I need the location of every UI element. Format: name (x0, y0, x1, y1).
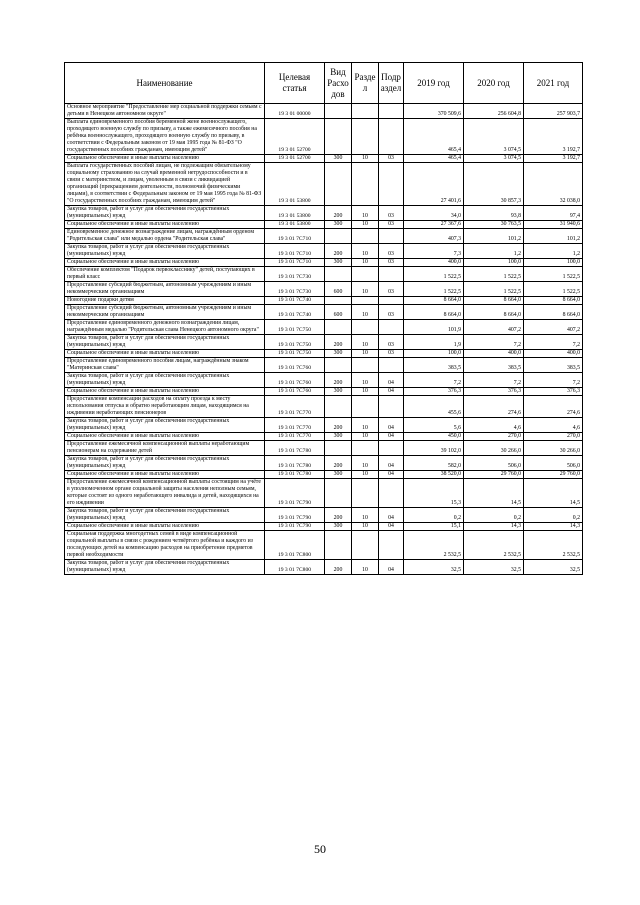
cell-expense-type: 600 (325, 282, 352, 297)
cell-name: Предоставление единовременного пособия лицам, награждённым знаком "Материнская слава" (65, 358, 265, 373)
cell-2021: 32 038,0 (524, 163, 583, 206)
cell-2021: 101,2 (524, 229, 583, 244)
cell-subsection: 04 (379, 560, 404, 575)
cell-2019: 370 509,6 (404, 104, 464, 119)
cell-expense-type (325, 267, 352, 282)
cell-target-article: 19 3 01 7С710 (265, 259, 325, 267)
cell-2021: 1,2 (524, 244, 583, 259)
cell-2020: 270,0 (464, 433, 524, 441)
cell-2019: 27 367,6 (404, 221, 464, 229)
cell-section: 10 (352, 206, 379, 221)
cell-2020: 30 763,5 (464, 221, 524, 229)
cell-2020: 1 522,5 (464, 282, 524, 297)
cell-section: 10 (352, 155, 379, 163)
cell-expense-type: 200 (325, 508, 352, 523)
table-row (65, 471, 583, 479)
cell-name: Закупка товаров, работ и услуг для обеспечения государственных (муниципальных) нужд (65, 244, 265, 259)
cell-2021: 257 903,7 (524, 104, 583, 119)
cell-2020: 32,5 (464, 560, 524, 575)
cell-2019: 465,4 (404, 119, 464, 155)
table-row (65, 221, 583, 229)
cell-target-article: 19 3 01 7С760 (265, 373, 325, 388)
cell-target-article: 19 3 01 53800 (265, 163, 325, 206)
cell-target-article: 19 3 01 7С710 (265, 229, 325, 244)
cell-target-article: 19 3 01 7С770 (265, 433, 325, 441)
cell-2020: 376,3 (464, 388, 524, 396)
cell-2020: 30 266,0 (464, 441, 524, 456)
cell-name: Социальное обеспечение и иные выплаты населению (65, 433, 265, 441)
cell-2020: 14,3 (464, 523, 524, 531)
cell-2021: 274,6 (524, 396, 583, 418)
cell-2021: 506,0 (524, 456, 583, 471)
cell-subsection: 03 (379, 221, 404, 229)
table-row (65, 508, 583, 523)
cell-expense-type (325, 163, 352, 206)
cell-expense-type (325, 441, 352, 456)
cell-name: Социальное обеспечение и иные выплаты населению (65, 155, 265, 163)
header-target-article: Целевая статья (265, 63, 325, 104)
cell-2021: 29 760,0 (524, 471, 583, 479)
cell-target-article: 19 3 01 7С760 (265, 358, 325, 373)
cell-target-article: 19 3 01 7С740 (265, 297, 325, 305)
cell-2021: 1 522,5 (524, 267, 583, 282)
cell-2021: 31 940,6 (524, 221, 583, 229)
table-row (65, 523, 583, 531)
cell-subsection: 04 (379, 373, 404, 388)
cell-section: 10 (352, 259, 379, 267)
cell-2019: 15,3 (404, 479, 464, 508)
page-number: 50 (314, 842, 326, 856)
cell-2019: 1 522,5 (404, 267, 464, 282)
cell-2019: 5,6 (404, 418, 464, 433)
cell-2021: 4,6 (524, 418, 583, 433)
cell-name: Предоставление субсидий бюджетным, автономным учреждениям и иным некоммерческим организациям (65, 305, 265, 320)
cell-target-article: 19 3 01 00000 (265, 104, 325, 119)
cell-target-article: 19 3 01 7С770 (265, 418, 325, 433)
cell-2020: 7,2 (464, 373, 524, 388)
cell-2021: 14,3 (524, 523, 583, 531)
cell-2020: 14,5 (464, 479, 524, 508)
cell-section: 10 (352, 471, 379, 479)
cell-name: Новогодние подарки детям (65, 297, 265, 305)
cell-section (352, 297, 379, 305)
cell-2020: 93,8 (464, 206, 524, 221)
table-row (65, 104, 583, 119)
cell-name: Закупка товаров, работ и услуг для обеспечения государственных (муниципальных) нужд (65, 508, 265, 523)
cell-2020: 30 857,3 (464, 163, 524, 206)
cell-subsection: 04 (379, 456, 404, 471)
cell-section: 10 (352, 335, 379, 350)
cell-expense-type (325, 479, 352, 508)
cell-2021: 8 664,0 (524, 305, 583, 320)
table-row (65, 479, 583, 508)
cell-name: Закупка товаров, работ и услуг для обеспечения государственных (муниципальных) нужд (65, 206, 265, 221)
cell-target-article: 19 3 01 7С740 (265, 305, 325, 320)
table-row (65, 155, 583, 163)
cell-2021: 2 532,5 (524, 531, 583, 560)
table-row (65, 350, 583, 358)
cell-name: Закупка товаров, работ и услуг для обеспечения государственных (муниципальных) нужд (65, 335, 265, 350)
cell-subsection (379, 119, 404, 155)
cell-2020: 8 664,0 (464, 297, 524, 305)
cell-2019: 38 520,0 (404, 471, 464, 479)
cell-section (352, 267, 379, 282)
cell-section (352, 358, 379, 373)
table-row (65, 373, 583, 388)
cell-target-article: 19 3 01 53800 (265, 206, 325, 221)
cell-expense-type: 300 (325, 350, 352, 358)
cell-name: Предоставление субсидий бюджетным, автономным учреждениям и иным некоммерческим организациям (65, 282, 265, 297)
header-subsection: Подр аздел (379, 63, 404, 104)
cell-2019: 8 664,0 (404, 305, 464, 320)
cell-2019: 450,0 (404, 433, 464, 441)
cell-2020: 3 074,5 (464, 155, 524, 163)
cell-expense-type: 600 (325, 305, 352, 320)
cell-2021: 3 192,7 (524, 155, 583, 163)
table-row (65, 163, 583, 206)
cell-target-article: 19 3 01 7С760 (265, 388, 325, 396)
cell-subsection: 03 (379, 244, 404, 259)
cell-section (352, 441, 379, 456)
cell-expense-type: 200 (325, 244, 352, 259)
cell-subsection (379, 396, 404, 418)
cell-subsection (379, 229, 404, 244)
cell-2021: 8 664,0 (524, 297, 583, 305)
cell-expense-type: 300 (325, 388, 352, 396)
cell-subsection: 03 (379, 350, 404, 358)
table-row (65, 441, 583, 456)
cell-2019: 1 522,5 (404, 282, 464, 297)
cell-name: Социальное обеспечение и иные выплаты населению (65, 350, 265, 358)
cell-name: Основное мероприятие "Предоставление мер социальной поддержки семьям с детьми в Ненецком автономном округе" (65, 104, 265, 119)
cell-target-article: 19 3 01 7С750 (265, 320, 325, 335)
cell-2019: 0,2 (404, 508, 464, 523)
cell-2021: 407,2 (524, 320, 583, 335)
cell-name: Социальное обеспечение и иные выплаты населению (65, 471, 265, 479)
cell-subsection: 03 (379, 259, 404, 267)
cell-2021: 30 266,0 (524, 441, 583, 456)
cell-expense-type (325, 104, 352, 119)
cell-2019: 27 401,6 (404, 163, 464, 206)
cell-expense-type (325, 229, 352, 244)
table-row (65, 456, 583, 471)
table-row (65, 267, 583, 282)
cell-target-article: 19 3 01 52700 (265, 119, 325, 155)
cell-2019: 32,5 (404, 560, 464, 575)
cell-expense-type (325, 396, 352, 418)
cell-expense-type: 300 (325, 155, 352, 163)
cell-2019: 8 664,0 (404, 297, 464, 305)
cell-target-article: 19 3 01 7С780 (265, 471, 325, 479)
table-row (65, 388, 583, 396)
cell-target-article: 19 3 01 7С790 (265, 523, 325, 531)
cell-subsection (379, 479, 404, 508)
table-row (65, 206, 583, 221)
cell-target-article: 19 3 01 53800 (265, 221, 325, 229)
cell-target-article: 19 3 01 7С790 (265, 508, 325, 523)
cell-name: Социальное обеспечение и иные выплаты населению (65, 259, 265, 267)
cell-section (352, 163, 379, 206)
cell-2020: 29 760,0 (464, 471, 524, 479)
cell-subsection: 04 (379, 471, 404, 479)
cell-expense-type: 200 (325, 560, 352, 575)
cell-name: Закупка товаров, работ и услуг для обеспечения государственных (муниципальных) нужд (65, 373, 265, 388)
cell-2019: 2 532,5 (404, 531, 464, 560)
cell-target-article: 19 3 01 7С780 (265, 441, 325, 456)
cell-subsection: 04 (379, 418, 404, 433)
cell-section (352, 479, 379, 508)
cell-section: 10 (352, 388, 379, 396)
table-row (65, 320, 583, 335)
cell-2021: 97,4 (524, 206, 583, 221)
cell-name: Закупка товаров, работ и услуг для обеспечения государственных (муниципальных) нужд (65, 456, 265, 471)
table-header-row (65, 63, 583, 104)
cell-expense-type: 200 (325, 373, 352, 388)
cell-section (352, 104, 379, 119)
cell-subsection: 04 (379, 433, 404, 441)
cell-name: Выплата государственных пособий лицам, не подлежащим обязательному социальному страхованию на случай временной нетрудоспособности и в связи с материнством, и лицам, уволенным в связи с ликвидацией организаций (прекращением деятельности, полномочий физическими лицами), в соответствии с Федеральным законом от 19 мая 1995 года № 81-ФЗ "О государственных пособиях гражданам, имеющим детей" (65, 163, 265, 206)
cell-section: 10 (352, 523, 379, 531)
cell-subsection: 03 (379, 206, 404, 221)
cell-section: 10 (352, 418, 379, 433)
cell-section (352, 229, 379, 244)
cell-expense-type: 200 (325, 206, 352, 221)
budget-table (64, 62, 583, 575)
budget-table-container (64, 62, 582, 575)
table-row (65, 259, 583, 267)
cell-section (352, 396, 379, 418)
cell-name: Социальное обеспечение и иные выплаты населению (65, 388, 265, 396)
cell-2020: 383,5 (464, 358, 524, 373)
table-row (65, 229, 583, 244)
cell-2021: 14,5 (524, 479, 583, 508)
cell-2020: 1,2 (464, 244, 524, 259)
cell-target-article: 19 3 01 7С730 (265, 282, 325, 297)
cell-2019: 100,0 (404, 350, 464, 358)
cell-section: 10 (352, 456, 379, 471)
cell-expense-type: 200 (325, 456, 352, 471)
table-row (65, 297, 583, 305)
table-row (65, 282, 583, 297)
cell-section (352, 119, 379, 155)
cell-name: Выплата единовременного пособия беременной жене военнослужащего, проходящего военную службу по призыву, а также ежемесячного пособия на ребёнка военнослужащего, проходящего военную службу по призыву, в соответствии с Федеральным законом от 19 мая 1995 года № 81-ФЗ "О государственных пособиях гражданам, имеющим детей" (65, 119, 265, 155)
cell-2021: 7,2 (524, 335, 583, 350)
cell-expense-type (325, 119, 352, 155)
cell-name: Обеспечение комплектом "Подарок первокласснику" детей, поступающих в первый класс (65, 267, 265, 282)
cell-2020: 4,6 (464, 418, 524, 433)
cell-section: 10 (352, 508, 379, 523)
cell-2021: 400,0 (524, 350, 583, 358)
cell-2020: 400,0 (464, 350, 524, 358)
cell-section: 10 (352, 305, 379, 320)
cell-expense-type (325, 297, 352, 305)
cell-subsection (379, 441, 404, 456)
cell-2021: 3 192,7 (524, 119, 583, 155)
cell-subsection (379, 267, 404, 282)
cell-name: Социальное обеспечение и иные выплаты населению (65, 221, 265, 229)
cell-2019: 15,1 (404, 523, 464, 531)
cell-name: Предоставление ежемесячной компенсационной выплаты состоящим на учёте в уполномоченном органе социальной защиты населения неполным семьям, которые состоят из одного неработающего инвалида и детей, находящихся на его иждивении (65, 479, 265, 508)
table-row (65, 418, 583, 433)
cell-2019: 7,3 (404, 244, 464, 259)
cell-target-article: 19 3 01 7С770 (265, 396, 325, 418)
cell-subsection: 03 (379, 282, 404, 297)
cell-target-article: 19 3 01 7С750 (265, 350, 325, 358)
cell-expense-type: 300 (325, 433, 352, 441)
cell-2019: 582,0 (404, 456, 464, 471)
cell-2019: 407,3 (404, 229, 464, 244)
cell-2020: 100,0 (464, 259, 524, 267)
cell-2021: 270,0 (524, 433, 583, 441)
cell-name: Предоставление единовременного денежного вознаграждения лицам, награждённым медалью "Родительская слава Ненецкого автономного округа" (65, 320, 265, 335)
cell-section: 10 (352, 560, 379, 575)
table-body (65, 104, 583, 575)
header-name: Наименование (65, 63, 265, 104)
table-row (65, 358, 583, 373)
cell-target-article: 19 3 01 7С790 (265, 479, 325, 508)
cell-name: Социальное обеспечение и иные выплаты населению (65, 523, 265, 531)
cell-2019: 455,6 (404, 396, 464, 418)
cell-2019: 400,0 (404, 259, 464, 267)
cell-2019: 1,9 (404, 335, 464, 350)
table-row (65, 244, 583, 259)
header-expense-type: Вид Расхо дов (325, 63, 352, 104)
header-year-2020: 2020 год (464, 63, 524, 104)
table-row (65, 119, 583, 155)
cell-section (352, 320, 379, 335)
cell-name: Предоставление компенсации расходов на оплату проезда к месту использования отпуска и обратно неработающим лицам, находящимся на иждивении неработающих пенсионеров (65, 396, 265, 418)
table-row (65, 560, 583, 575)
cell-section: 10 (352, 373, 379, 388)
header-year-2019: 2019 год (404, 63, 464, 104)
cell-2020: 2 532,5 (464, 531, 524, 560)
cell-subsection: 03 (379, 305, 404, 320)
cell-section: 10 (352, 433, 379, 441)
cell-2020: 506,0 (464, 456, 524, 471)
cell-2019: 383,5 (404, 358, 464, 373)
table-row (65, 305, 583, 320)
table-row (65, 396, 583, 418)
cell-expense-type: 300 (325, 523, 352, 531)
cell-expense-type (325, 320, 352, 335)
header-year-2021: 2021 год (524, 63, 583, 104)
table-row (65, 531, 583, 560)
cell-subsection (379, 104, 404, 119)
cell-2019: 39 102,0 (404, 441, 464, 456)
cell-subsection: 03 (379, 155, 404, 163)
cell-2020: 407,2 (464, 320, 524, 335)
cell-target-article: 19 3 01 7С780 (265, 456, 325, 471)
table-row (65, 433, 583, 441)
cell-name: Предоставление ежемесячной компенсационной выплаты неработающим пенсионерам на содержание детей (65, 441, 265, 456)
cell-name: Закупка товаров, работ и услуг для обеспечения государственных (муниципальных) нужд (65, 560, 265, 575)
cell-2020: 101,2 (464, 229, 524, 244)
table-row (65, 335, 583, 350)
cell-expense-type (325, 358, 352, 373)
cell-2020: 3 074,5 (464, 119, 524, 155)
cell-2020: 256 604,8 (464, 104, 524, 119)
cell-2020: 0,2 (464, 508, 524, 523)
cell-2021: 7,2 (524, 373, 583, 388)
cell-target-article: 19 3 01 7С750 (265, 335, 325, 350)
cell-section: 10 (352, 221, 379, 229)
cell-subsection (379, 163, 404, 206)
cell-name: Закупка товаров, работ и услуг для обеспечения государственных (муниципальных) нужд (65, 418, 265, 433)
cell-2020: 7,2 (464, 335, 524, 350)
cell-subsection (379, 531, 404, 560)
cell-target-article: 19 3 01 7С710 (265, 244, 325, 259)
cell-2021: 1 522,5 (524, 282, 583, 297)
cell-2021: 0,2 (524, 508, 583, 523)
cell-subsection: 04 (379, 523, 404, 531)
cell-2021: 32,5 (524, 560, 583, 575)
cell-expense-type: 300 (325, 259, 352, 267)
cell-expense-type: 300 (325, 221, 352, 229)
cell-2019: 376,3 (404, 388, 464, 396)
cell-2020: 8 664,0 (464, 305, 524, 320)
cell-target-article: 19 3 01 7С730 (265, 267, 325, 282)
cell-2020: 274,6 (464, 396, 524, 418)
cell-2019: 101,9 (404, 320, 464, 335)
cell-subsection: 03 (379, 335, 404, 350)
cell-section: 10 (352, 282, 379, 297)
cell-expense-type: 200 (325, 418, 352, 433)
cell-subsection: 04 (379, 508, 404, 523)
cell-section: 10 (352, 244, 379, 259)
cell-subsection (379, 358, 404, 373)
cell-2019: 7,2 (404, 373, 464, 388)
cell-section (352, 531, 379, 560)
cell-expense-type: 300 (325, 471, 352, 479)
cell-target-article: 19 3 01 7С800 (265, 531, 325, 560)
cell-subsection (379, 320, 404, 335)
cell-target-article: 19 3 01 7С800 (265, 560, 325, 575)
cell-2021: 383,5 (524, 358, 583, 373)
cell-target-article: 19 3 01 52700 (265, 155, 325, 163)
cell-section: 10 (352, 350, 379, 358)
cell-name: Единовременное денежное вознаграждение лицам, награждённым орденом "Родительская слава" или медалью ордена "Родительская слава" (65, 229, 265, 244)
cell-2021: 100,0 (524, 259, 583, 267)
cell-2021: 376,3 (524, 388, 583, 396)
cell-expense-type: 200 (325, 335, 352, 350)
cell-2020: 1 522,5 (464, 267, 524, 282)
cell-expense-type (325, 531, 352, 560)
cell-subsection: 04 (379, 388, 404, 396)
cell-2019: 465,4 (404, 155, 464, 163)
cell-name: Социальная поддержка многодетных семей в виде компенсационной социальной выплаты в связи с рождением четвёртого ребёнка и каждого из последующих детей на компенсацию расходов на приобретение предметов первой необходимости (65, 531, 265, 560)
cell-2019: 34,0 (404, 206, 464, 221)
cell-subsection (379, 297, 404, 305)
header-section: Разде л (352, 63, 379, 104)
